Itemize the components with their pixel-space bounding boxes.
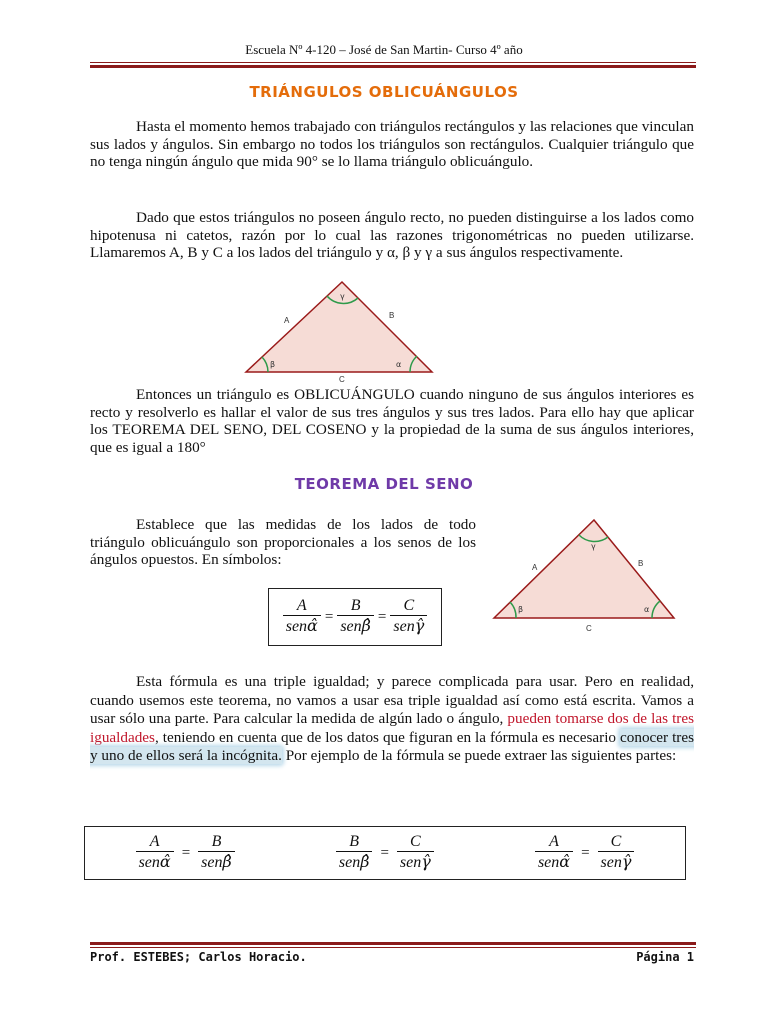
label-beta: β	[270, 360, 276, 369]
highlighted-text: conocer tres y uno de ellos será la incógnita.	[90, 728, 694, 764]
paragraph-teorema-text: Establece que las medidas de los lados de todo triángulo oblicuángulo son proporcionales a los senos de los ángulos opuestos. En símbolos:	[90, 516, 476, 568]
footer-rule-thin	[90, 947, 696, 948]
label-side-b-2: B	[638, 559, 644, 568]
label-gamma: γ	[340, 292, 345, 301]
paragraph-formula-usage: Esta fórmula es una triple igualdad; y parece complicada para usar. Pero en realidad, cuando usemos este teorema, no vamos a usar esa triple igualdad así como está escrita. Vamos a usar sólo una parte. Para calcular la medida de algún lado o ángulo, pueden tomarse dos de las tres igualdades, teniendo en cuenta que de los datos que figuran en la fórmula es necesario conocer tres y uno de ellos será la incógnita. Por ejemplo de la fórmula se puede extraer las siguientes partes:	[90, 673, 694, 764]
page-header: Escuela Nº 4-120 – José de San Martin- Curso 4º año	[245, 42, 523, 57]
sine-law-formula-box: $\frac{A}{\text{senα̂}}$ = $\frac{B}{\text{senβ̂}}$ = $\frac{C}{\text{senγ̂}}$	[268, 588, 442, 646]
partial-formula-ab: $\frac{A}{\text{senα̂}}$ = $\frac{B}{\text{senβ̂}}$	[136, 833, 235, 873]
label-side-a: A	[284, 316, 290, 325]
header-rule-thick	[90, 65, 696, 68]
footer-rule-thick	[90, 942, 696, 945]
triangle-figure-2	[490, 514, 680, 636]
paragraph-oblicuangulo	[90, 386, 694, 456]
paragraph-definitions	[90, 209, 694, 262]
paragraph-teorema	[90, 516, 476, 569]
triangle-shape	[246, 282, 432, 372]
label-side-b: B	[389, 311, 395, 320]
footer-page-number: Página 1	[636, 950, 694, 964]
label-beta-2: β	[518, 605, 524, 614]
label-side-c: C	[339, 375, 345, 384]
triangle-figure-1	[236, 278, 438, 386]
fraction-c: $\frac{C}{\text{senγ̂}}$	[390, 597, 427, 637]
section-title-teorema-seno: TEOREMA DEL SENO	[294, 475, 474, 493]
highlight-red-text: pueden tomarse dos de las tres igualdades	[90, 710, 694, 746]
partial-formulas-box	[84, 826, 686, 880]
footer-author: Prof. ESTEBES; Carlos Horacio.	[90, 950, 307, 964]
partial-formula-ac: $\frac{A}{\text{senα̂}}$ = $\frac{C}{\text{senγ̂}}$	[535, 833, 635, 873]
label-side-a-2: A	[532, 563, 538, 572]
paragraph-intro	[90, 118, 694, 171]
section-title-triangulos: TRIÁNGULOS OBLICUÁNGULOS	[249, 83, 519, 101]
header-rule-thin	[90, 62, 696, 63]
fraction-a: $\frac{A}{\text{senα̂}}$	[283, 597, 321, 637]
label-alpha-2: α	[644, 605, 650, 614]
label-alpha: α	[396, 360, 402, 369]
paragraph-intro-text: Hasta el momento hemos trabajado con triángulos rectángulos y las relaciones que vinculan sus lados y ángulos. Sin embargo no todos los triángulos son rectángulos. Cualquier triángulo que no tenga ningún ángulo que mida 90° se lo llama triángulo oblicuángulo.	[90, 118, 694, 170]
paragraph-definitions-text: Dado que estos triángulos no poseen ángulo recto, no pueden distinguirse a los lados como hipotenusa ni catetos, razón por lo cual las razones trigonométricas no pueden utilizarse. Llamaremos A, B y C a los lados del triángulo y α, β y γ a sus ángulos respectivamente.	[90, 209, 694, 261]
triangle-shape-2	[494, 520, 674, 618]
partial-formula-bc: $\frac{B}{\text{senβ̂}}$ = $\frac{C}{\text{senγ̂}}$	[336, 833, 434, 873]
label-gamma-2: γ	[591, 542, 596, 551]
fraction-b: $\frac{B}{\text{senβ̂}}$	[337, 597, 374, 637]
paragraph-oblicuangulo-text: Entonces un triángulo es OBLICUÁNGULO cuando ninguno de sus ángulos interiores es recto y resolverlo es hallar el valor de sus tres ángulos y sus tres lados. Para ello hay que aplicar los TEOREMA DEL SENO, DEL COSENO y la propiedad de la suma de sus ángulos interiores, que es igual a 180°	[90, 386, 694, 456]
label-side-c-2: C	[586, 624, 592, 633]
